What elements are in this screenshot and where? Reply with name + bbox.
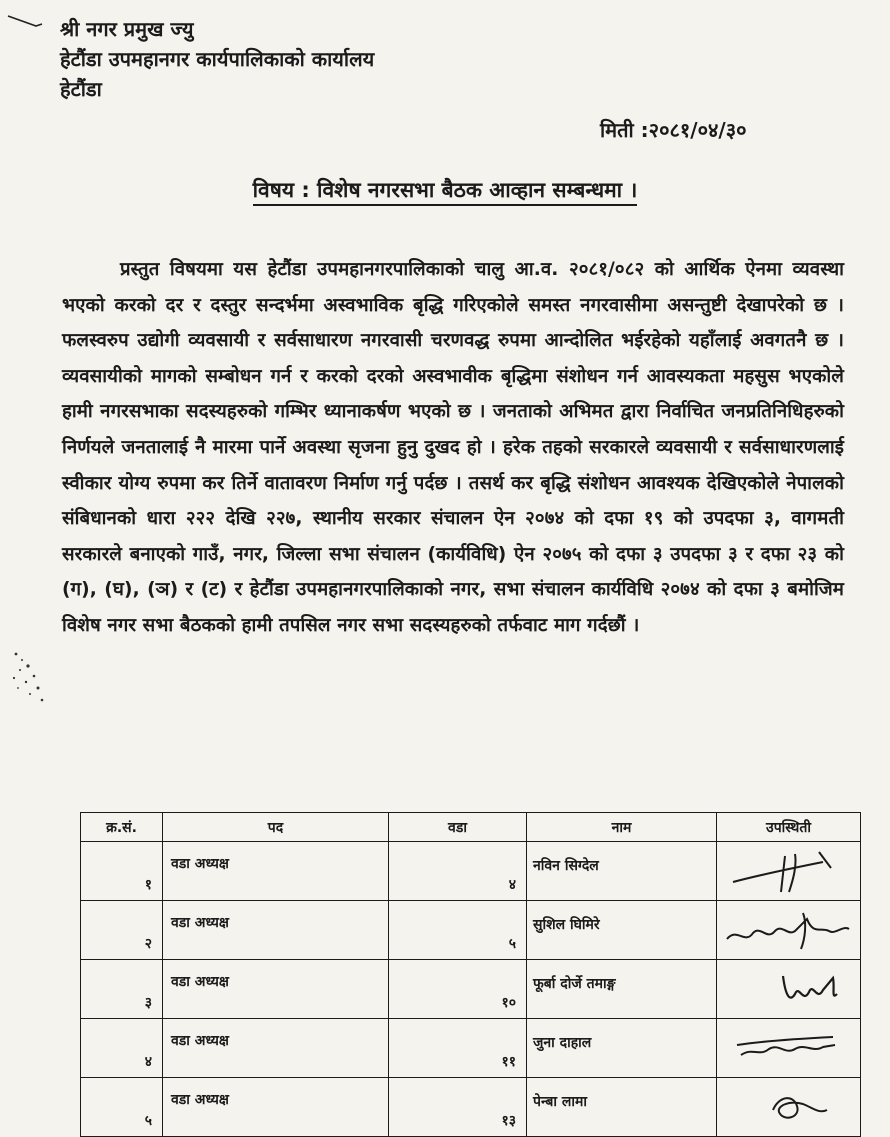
row-post: वडा अध्यक्ष	[171, 974, 229, 990]
table-row	[81, 842, 861, 901]
row-serial: १	[144, 877, 152, 893]
signature-cell	[717, 842, 861, 901]
recipient-line-1: श्री नगर प्रमुख ज्यु	[60, 17, 194, 41]
table-row	[81, 901, 861, 960]
attendance-table	[80, 812, 861, 1137]
recipient-line-3: हेटौंडा	[60, 77, 102, 101]
signature-icon	[723, 1082, 853, 1132]
header-name: नाम	[527, 813, 717, 842]
row-name: सुशिल घिमिरे	[533, 917, 600, 933]
row-post: वडा अध्यक्ष	[171, 915, 229, 931]
row-name: फूर्बा दोर्जे तमाङ्ग	[533, 976, 616, 992]
row-name: नविन सिग्देल	[533, 858, 599, 874]
letter-body: प्रस्तुत विषयमा यस हेटौंडा उपमहानगरपालिकाको चालु आ.व. २०८१/०८२ को आर्थिक ऐनमा व्यवस्था भएको करको दर र दस्तुर सन्दर्भमा अस्वभाविक बृद्धि गरिएकोले समस्त नगरवासीमा असन्तुष्टी देखापरेको छ । फलस्वरुप उद्योगी व्यवसायी र सर्वसाधारण नगरवासी चरणवद्ध रुपमा आन्दोलित भईरहेको यहाँलाई अवगतनै छ । व्यवसायीको मागको सम्बोधन गर्न र करको दरको अस्वभावीक बृद्धिमा संशोधन गर्न आवस्यकता महसुस भएकोले हामी नगरसभाका सदस्यहरुको गम्भिर ध्यानाकर्षण भएको छ । जनताको अभिमत द्वारा निर्वाचित जनप्रतिनिधिहरुको निर्णयले जनतालाई नै मारमा पार्ने अवस्था सृजना हुनु दुखद हो । हरेक तहको सरकारले व्यवसायी र सर्वसाधारणलाई स्वीकार योग्य रुपमा कर तिर्ने वातावरण निर्माण गर्नु पर्दछ । तसर्थ कर बृद्धि संशोधन आवश्यक देखिएकोले नेपालको संबिधानको धारा २२२ देखि २२७, स्थानीय सरकार संचालन ऐन २०७४ को दफा १९ को उपदफा ३, वागमती सरकारले बनाएको गाउँ, नगर, जिल्ला सभा संचालन (कार्यविधि) ऐन २०७५ को दफा ३ उपदफा ३ र दफा २३ को (ग), (घ), (ञ) र (ट) र हेटौंडा उपमहानगरपालिकाको नगर, सभा संचालन कार्यविधि २०७४ को दफा ३ बमोजिम विशेष नगर सभा बैठकको हामी तपसिल नगर सभा सदस्यहरुको तर्फवाट माग गर्दछौं ।	[62, 259, 844, 636]
signature-icon	[723, 964, 853, 1014]
recipient-address	[60, 14, 374, 104]
table-row	[81, 1019, 861, 1078]
table-row	[81, 960, 861, 1019]
table-row	[81, 1078, 861, 1137]
row-post: वडा अध्यक्ष	[171, 856, 229, 872]
header-serial: क्र.सं.	[81, 813, 163, 842]
row-serial: २	[144, 936, 152, 952]
row-ward: १०	[501, 995, 516, 1011]
signature-cell	[717, 901, 861, 960]
row-ward: ४	[508, 877, 516, 893]
signature-icon	[723, 1023, 853, 1073]
row-name: पेन्बा लामा	[533, 1094, 587, 1110]
row-ward: १३	[501, 1113, 516, 1129]
letter-date: मिती :२०८१/०४/३०	[600, 118, 747, 142]
header-ward: वडा	[389, 813, 527, 842]
signature-cell	[717, 1019, 861, 1078]
header-post: पद	[163, 813, 389, 842]
header-attendance: उपस्थिती	[717, 813, 861, 842]
ink-speck-icon	[8, 648, 53, 708]
row-ward: ५	[508, 936, 516, 952]
letter-subject	[0, 176, 890, 204]
row-post: वडा अध्यक्ष	[171, 1033, 229, 1049]
subject-text: विषय : विशेष नगरसभा बैठक आव्हान सम्बन्धमा ।	[253, 178, 638, 206]
row-serial: ४	[144, 1054, 152, 1070]
signature-icon	[723, 905, 853, 955]
row-name: जुना दाहाल	[533, 1035, 592, 1051]
signature-icon	[723, 846, 853, 896]
row-ward: ११	[501, 1054, 516, 1070]
pen-mark-icon	[6, 12, 46, 32]
table-header-row	[81, 813, 861, 842]
row-serial: ३	[144, 995, 152, 1011]
row-serial: ५	[144, 1113, 152, 1129]
recipient-line-2: हेटौंडा उपमहानगर कार्यपालिकाको कार्यालय	[60, 47, 375, 71]
signature-cell	[717, 960, 861, 1019]
signature-cell	[717, 1078, 861, 1137]
row-post: वडा अध्यक्ष	[171, 1092, 229, 1108]
